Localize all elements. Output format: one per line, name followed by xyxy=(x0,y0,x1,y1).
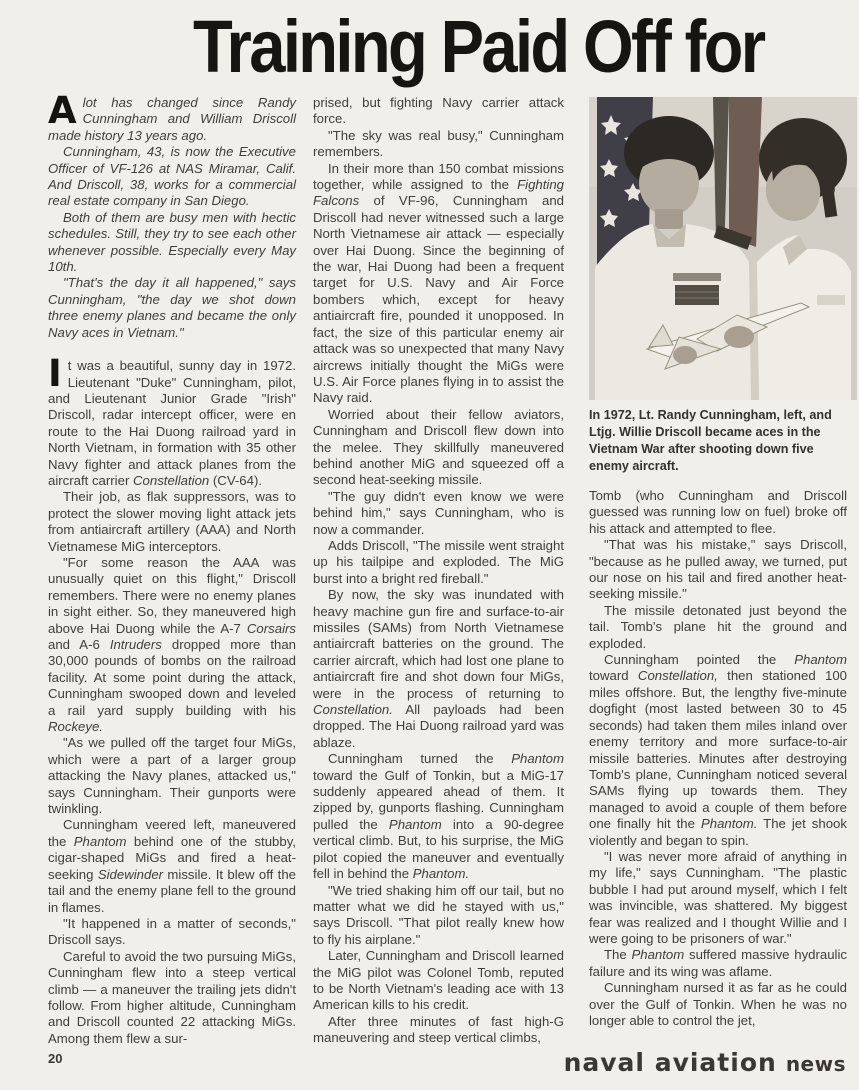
paragraph: "That was his mistake," says Driscoll, "because as he pulled away, we turned, put our nose on his tail and fired another heat-seeking missile." xyxy=(589,537,847,602)
paragraph: The Phantom suffered massive hydraulic failure and its wing was aflame. xyxy=(589,947,848,979)
paragraph: "As we pulled off the target four MiGs, which were a part of a larger group attacking the Navy planes, attacked us," says Cunningham. Their gunports were twinkling. xyxy=(48,735,296,817)
column-1-main-section xyxy=(48,352,296,1047)
intro-section xyxy=(48,89,296,341)
logo-news: news xyxy=(785,1052,846,1076)
paragraph: Worried about their fellow aviators, Cunningham and Driscoll flew down into the melee. They skillfully maneuvered behind another MiG and squeezed off a second heat-seeking missile. xyxy=(313,406,564,488)
paragraph: "That's the day it all happened," says Cunningham, "the day we shot down three enemy planes and became the only Navy aces in Vietnam." xyxy=(48,275,296,340)
paragraph: Later, Cunningham and Driscoll learned the MiG pilot was Colonel Tomb, reputed to be North Vietnam's leading ace with 13 American kills to his credit. xyxy=(313,948,564,1013)
paragraph: Alot has changed since Randy Cunningham and William Driscoll made history 13 years ago. xyxy=(48,89,296,143)
photo-caption: In 1972, Lt. Randy Cunningham, left, and Ltjg. Willie Driscoll became aces in the Vietnam War after shooting down five enemy aircraft. xyxy=(589,408,832,473)
paragraph: "The guy didn't even know we were behind him," says Cunningham, who is now a commander. xyxy=(313,488,564,537)
paragraph: After three minutes of fast high-G maneuvering and steep vertical climbs, xyxy=(313,1013,564,1046)
paragraph: "The sky was real busy," Cunningham remembers. xyxy=(313,127,564,160)
paragraph: prised, but fighting Navy carrier attack force. xyxy=(313,95,564,127)
aces-photo xyxy=(589,97,857,400)
paragraph: Careful to avoid the two pursuing MiGs, Cunningham flew into a steep vertical climb — a maneuver the trailing jets didn't follow. From higher altitude, Cunningham and Driscoll counted 22 attacking MiGs. Among them flew a sur- xyxy=(48,948,296,1046)
column-1 xyxy=(48,89,296,1047)
paragraph: In their more than 150 combat missions together, while assigned to the Fighting Falcons of VF-96, Cunningham and Driscoll had never witnessed such a large North Vietnamese air attack — especially over Hai Duong. Since the beginning of the war, Hai Duong had been a frequent target for U.S. Navy and Air Force bombers which, except for heavy antiaircraft fire, pounded it unopposed. In fact, the size of this particular enemy air attack was so unexpected that many Navy aircrews initially thought the MiGs were U.S. Air Force planes flying in to assist the Navy raid. xyxy=(313,160,564,406)
magazine-logo xyxy=(564,1048,846,1077)
paragraph: Both of them are busy men with hectic schedules. Still, they try to see each other whenever possible. Especially every May 10th. xyxy=(48,209,296,275)
column-3-section xyxy=(589,488,847,1029)
drop-cap: I xyxy=(48,352,62,396)
paragraph: It was a beautiful, sunny day in 1972. Lieutenant "Duke" Cunningham, pilot, and Lieutenant Junior Grade "Irish" Driscoll, radar intercept officer, were en route to the Hai Duong railroad yard in North Vietnam, in formation with 35 other Navy fighter and attack planes from the aircraft carrier Constellation (CV-64). xyxy=(48,352,296,488)
paragraph: "For some reason the AAA was unusually quiet on this flight," Driscoll remembers. There were no enemy planes in sight either. So, they maneuvered high above Hai Duong while the A-7 Corsairs and A-6 Intruders dropped more than 30,000 pounds of bombs on the railroad facility. At some point during the attack, Cunningham swooped down and leveled a rail yard supply building with his Rockeye. xyxy=(48,554,296,735)
paragraph: Cunningham pointed the Phantom toward Constellation, then stationed 100 miles offshore. But, the lengthy five-minute dogfight (most lasted between 30 to 45 seconds) had taken them miles inland over enemy territory and more surface-to-air missile batteries. Minutes after destroying Tomb's plane, Cunningham noticed several SAMs flying up towards them. They managed to avoid a couple of them before one finally hit the Phantom. The jet shook violently and began to spin. xyxy=(589,652,848,848)
drop-cap: A xyxy=(48,89,77,132)
column-2 xyxy=(313,95,564,1047)
paragraph: Their job, as flak suppressors, was to protect the slower moving light attack jets from antiaircraft artillery (AAA) and North Vietnamese MiG interceptors. xyxy=(48,489,296,554)
page-number: 20 xyxy=(48,1051,63,1066)
paragraph: Adds Driscoll, "The missile went straight up his tailpipe and exploded. The MiG burst into a bright red fireball." xyxy=(313,537,564,586)
paragraph: Cunningham, 43, is now the Executive Officer of VF-126 at NAS Miramar, Calif. And Driscoll, 38, works for a commercial real estate company in San Diego. xyxy=(48,144,296,209)
article-photo-figure xyxy=(589,97,857,475)
paragraph: "I was never more afraid of anything in my life," says Cunningham. "The plastic bubble I had put around myself, which I felt was invincible, was shattered. My biggest fear was realized and I thought Willie and I were going to be prisoners of war." xyxy=(589,848,847,946)
photo-man-right xyxy=(757,118,851,400)
paragraph: Cunningham nursed it as far as he could over the Gulf of Tonkin. When he was no longer able to control the jet, xyxy=(589,980,847,1028)
paragraph: Cunningham veered left, maneuvered the Phantom behind one of the stubby, cigar-shaped MiGs and fired a heat-seeking Sidewinder missile. It blew off the tail and the enemy plane fell to the ground in flames. xyxy=(48,817,296,915)
paragraph: The missile detonated just beyond the tail. Tomb's plane hit the ground and exploded. xyxy=(589,602,847,651)
column-3 xyxy=(589,97,847,1029)
paragraph: "We tried shaking him off our tail, but no matter what we did he stayed with us," says Driscoll. "That pilot really knew how to fly his airplane." xyxy=(313,882,564,947)
column-2-section xyxy=(313,95,564,1047)
paragraph: By now, the sky was inundated with heavy machine gun fire and surface-to-air missiles (SAMs) from North Vietnamese antiaircraft batteries on the ground. The carrier aircraft, which had lost one plane to antiaircraft fire and shot down four MiGs, were in the process of returning to Constellation. All payloads had been dropped. The Hai Duong railroad yard was ablaze. xyxy=(313,587,564,750)
paragraph: "It happened in a matter of seconds," Driscoll says. xyxy=(48,915,296,948)
article-headline: Training Paid Off for xyxy=(193,5,764,88)
paragraph: Cunningham turned the Phantom toward the Gulf of Tonkin, but a MiG-17 suddenly appeared ahead of them. It zipped by, gunports flashing. Cunningham pulled the Phantom into a 90-degree vertical climb. But, to his surprise, the MiG pilot copied the maneuver and eventually fell in behind the Phantom. xyxy=(313,751,565,882)
paragraph: Tomb (who Cunningham and Driscoll guessed was running low on fuel) broke off his attack and attempted to flee. xyxy=(589,488,847,536)
logo-naval-aviation: naval aviation xyxy=(563,1048,777,1077)
